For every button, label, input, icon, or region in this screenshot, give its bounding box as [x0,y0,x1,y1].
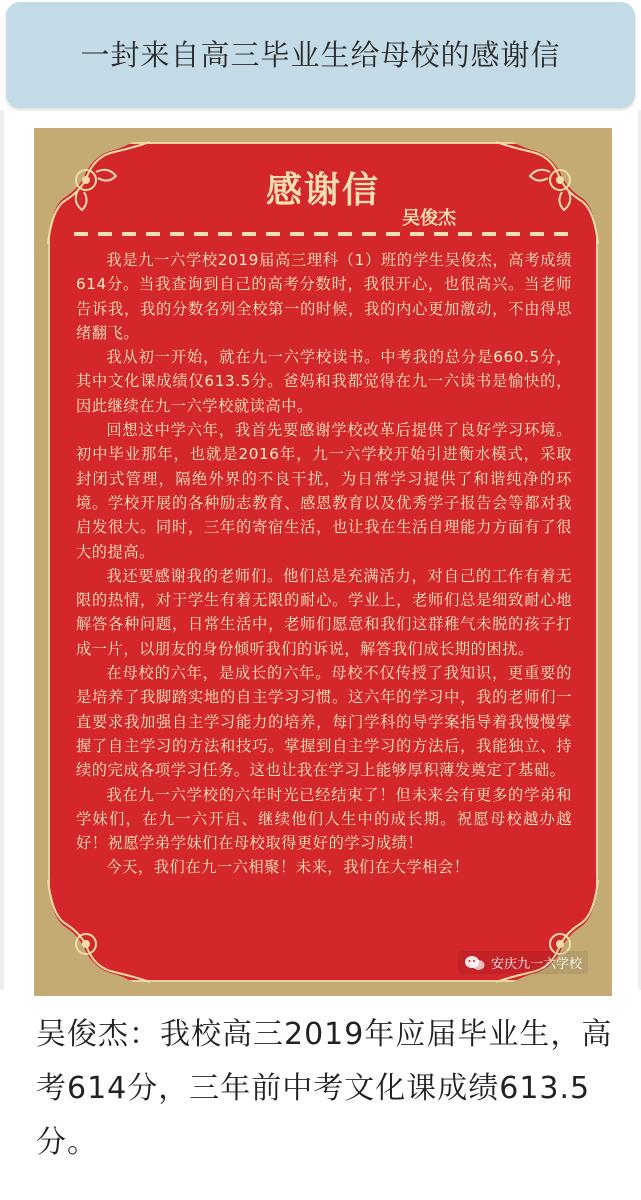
letter-author: 吴俊杰 [402,208,456,229]
article-title: 一封来自高三毕业生给母校的感谢信 [80,38,561,72]
watermark-text: 安庆九一六学校 [490,957,582,972]
letter-heading: 感谢信 [265,169,380,211]
left-divider [0,110,4,990]
letter-paragraph: 我在九一六学校的六年时光已经结束了！但未来会有更多的学弟和学妹们，在九一六开启、继续他们人生中的成长期。祝愿母校越办越好！祝愿学弟学妹们在母校取得更好的学习成绩！ [76,785,572,853]
dashed-divider [74,232,574,236]
letter-paragraph: 我还要感谢我的老师们。他们总是充满活力，对自己的工作有着无限的热情，对于学生有着无限的耐心。学业上，老师们总是细致耐心地解答各种问题，日常生活中，老师们愿意和我们这群稚气未脱的孩子打成一片，以朋友的身份倾听我们的诉说，解答我们成长期的困扰。 [76,566,572,658]
source-watermark [458,951,588,974]
letter-body [76,248,572,880]
letter-paragraph: 在母校的六年，是成长的六年。母校不仅传授了我知识，更重要的是培养了我脚踏实地的自主学习习惯。这六年的学习中，我的老师们一直要求我加强自主学习能力的培养，每门学科的导学案指导着我慢慢掌握了自主学习的方法和技巧。掌握到自主学习的方法后，我能独立、持续的完成各项学习任务。这也让我在学习上能够厚积薄发奠定了基础。 [76,664,572,780]
article-title-bar [6,2,635,108]
letter-paragraph: 我从初一开始，就在九一六学校读书。中考我的总分是660.5分，其中文化课成绩仅613.5分。爸妈和我都觉得在九一六读书是愉快的，因此继续在九一六学校就读高中。 [76,348,572,415]
image-caption: 吴俊杰：我校高三2019年应届毕业生，高考614分，三年前中考文化课成绩613.5分。 [36,1017,613,1160]
corner-ornament-icon [492,876,612,996]
letter-paragraph: 我是九一六学校2019届高三理科（1）班的学生吴俊杰，高考成绩614分。当我查询到自己的高考分数时，我很开心，也很高兴。当老师告诉我，我的分数名列全校第一的时候，我的内心更加激动，不由得思绪翻飞。 [76,251,572,342]
corner-ornament-icon [34,876,154,996]
wechat-icon [464,955,486,971]
letter-paragraph: 今天，我们在九一六相聚！未来，我们在大学相会！ [106,858,470,877]
letter-paragraph: 回想这中学六年，我首先要感谢学校改革后提供了良好学习环境。初中毕业那年，也就是2016年，九一六学校开始引进衡水模式，采取封闭式管理，隔绝外界的不良干扰，为日常学习提供了和谐纯净的环境。学校开展的各种励志教育、感恩教育以及优秀学子报告会等都对我启发很大。同时，三年的寄宿生活，也让我在生活自理能力方面有了很大的提高。 [76,421,572,561]
thank-you-letter-image [34,128,612,996]
